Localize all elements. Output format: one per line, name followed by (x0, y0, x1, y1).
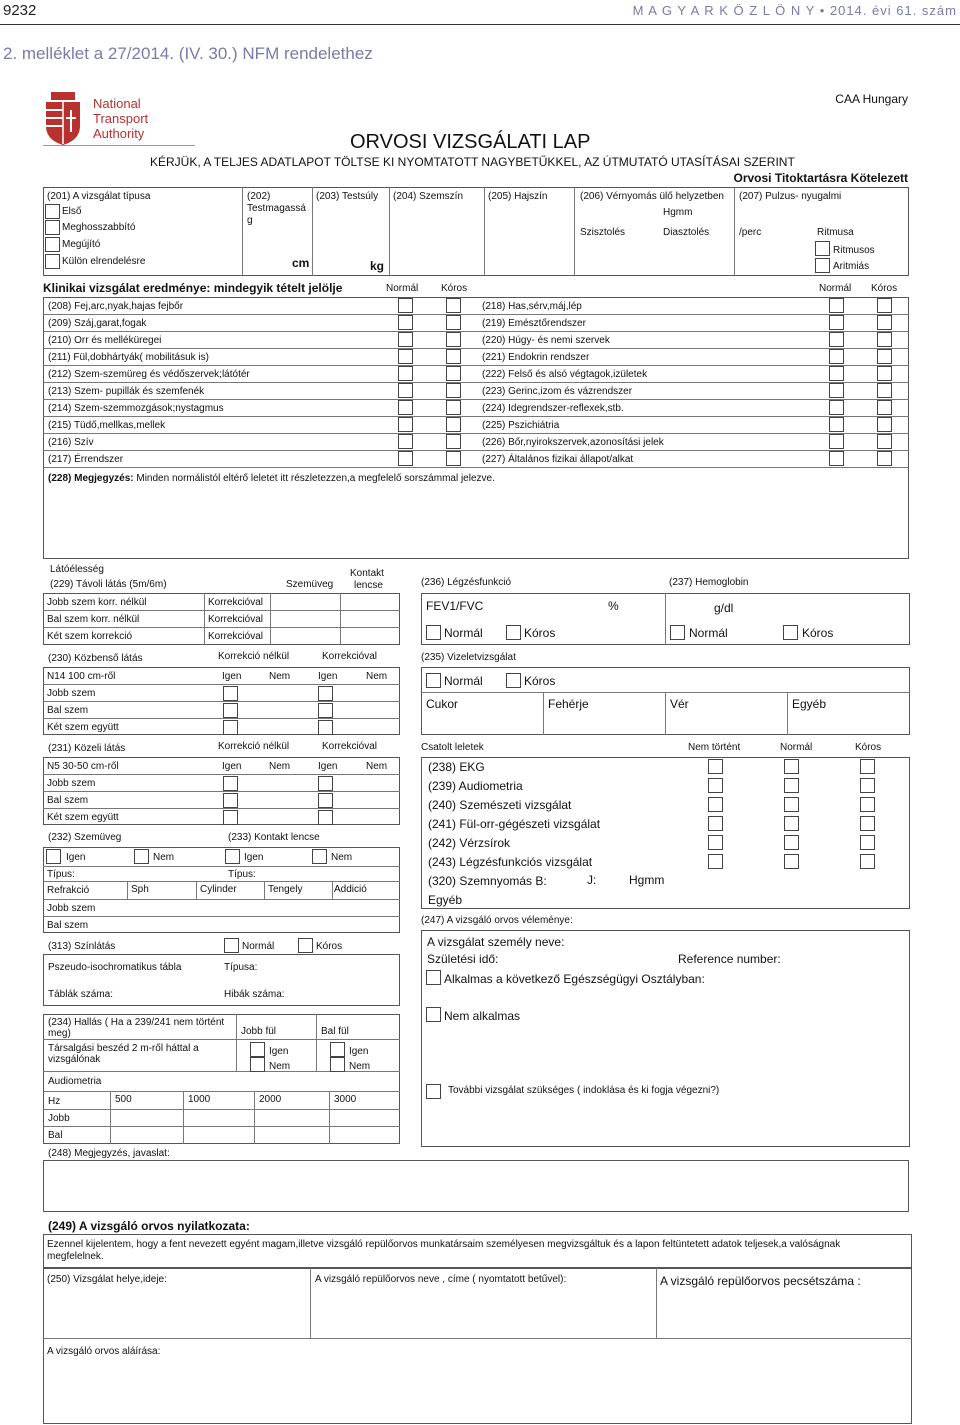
left-uncorr-label: Bal szem korr. nélkül (47, 614, 140, 625)
urine-abnormal-checkbox[interactable] (506, 673, 521, 688)
fit-checkbox[interactable] (426, 970, 441, 985)
fev-unit: % (608, 599, 619, 613)
clinical-table (43, 297, 909, 559)
urine-normal-checkbox[interactable] (426, 673, 441, 688)
left-ear-yes-checkbox[interactable] (330, 1042, 345, 1057)
no-corr-header: Korrekció nélkül (218, 651, 290, 662)
clinical-item-right: (222) Felső és alsó végtagok,izületek (482, 369, 648, 380)
attached-item-label: (238) EKG (428, 760, 485, 774)
int-both-label: Két szem együtt (47, 722, 119, 733)
exam-extend-checkbox[interactable] (45, 220, 60, 235)
refr-left-label: Bal szem (47, 920, 89, 931)
clinical-item-right: (223) Gerinc,izom és vázrendszer (482, 386, 633, 397)
int-left-corr-checkbox[interactable] (318, 703, 333, 718)
urine-normal-label: Normál (444, 674, 483, 688)
signature-label: A vizsgáló orvos aláírása: (47, 1346, 161, 1357)
declaration-text: Ezennel kijelentem, hogy a fent nevezett egyént magam,illetve vizsgáló repülőorvos munkatársaim személyesen megvizsgáltuk és a lapon feltüntetett adatok teljesek,a valóságnak (47, 1239, 841, 1250)
left-ear-no-label: Nem (349, 1061, 371, 1072)
both-corr-label: Két szem korrekció (47, 631, 133, 642)
contact-type-label: Típus: (228, 869, 256, 880)
near-both-corr-checkbox[interactable] (318, 810, 333, 825)
attached-not-done-checkbox[interactable] (708, 854, 723, 869)
near-with-corr-header: Korrekcióval (322, 741, 378, 752)
near-left-corr-checkbox[interactable] (318, 793, 333, 808)
freq-3000: 3000 (334, 1094, 357, 1105)
weight-label: (203) Testsúly (316, 191, 379, 202)
rhythm-irregular-checkbox[interactable] (815, 258, 830, 273)
clinical-item-left: (215) Tüdő,mellkas,mellek (48, 420, 166, 431)
glasses-yes-checkbox[interactable] (46, 849, 61, 864)
contact-lens-label: (233) Kontakt lencse (228, 832, 320, 843)
clinical-normal-checkbox-left[interactable] (398, 315, 413, 330)
clinical-normal-checkbox-left[interactable] (398, 298, 413, 313)
attached-not-done-checkbox[interactable] (708, 835, 723, 850)
n14-no-1: Nem (269, 671, 291, 682)
glasses-type-label: Típus: (47, 869, 75, 880)
int-both-corr-checkbox[interactable] (318, 720, 333, 735)
clinical-item-right: (227) Általános fizikai állapot/alkat (482, 454, 634, 465)
clinical-normal-header-right: Normál (819, 283, 852, 294)
near-left-label: Bal szem (47, 795, 89, 806)
contact-no-checkbox[interactable] (312, 849, 327, 864)
exam-renew-checkbox[interactable] (45, 237, 60, 252)
clinical-item-right: (226) Bőr,nyirokszervek,azonosítási jelek (482, 437, 664, 448)
color-normal-label: Normál (242, 941, 275, 952)
clinical-normal-checkbox-left[interactable] (398, 366, 413, 381)
logo-text: National Transport Authority (93, 96, 149, 141)
glasses-label: (232) Szemüveg (48, 832, 122, 843)
cyl-label: Cylinder (200, 884, 237, 895)
clinical-abnormal-checkbox-right[interactable] (877, 298, 892, 313)
attached-results-label: Csatolt leletek (421, 742, 484, 753)
examiner-name-label: A vizsgáló repülőorvos neve , címe ( nyomtatott betűvel): (315, 1274, 567, 1285)
clinical-normal-checkbox-right[interactable] (829, 417, 844, 432)
attached-abnormal-checkbox[interactable] (860, 816, 875, 831)
clinical-item-left: (213) Szem- pupillák és szemfenék (48, 386, 205, 397)
refraction-label: Refrakció (47, 885, 90, 896)
coat-of-arms-icon (43, 92, 83, 146)
clinical-item-left: (217) Érrendszer (48, 454, 124, 465)
hemo-abnormal-checkbox[interactable] (783, 625, 798, 640)
attached-abnormal-checkbox[interactable] (860, 835, 875, 850)
contact-yes-label: Igen (244, 852, 264, 863)
axis-label: Tengely (268, 884, 303, 895)
clinical-normal-checkbox-right[interactable] (829, 366, 844, 381)
attached-not-done-checkbox[interactable] (708, 778, 723, 793)
n14-no-2: Nem (366, 671, 388, 682)
attached-normal-checkbox[interactable] (784, 816, 799, 831)
attached-abnormal-checkbox[interactable] (860, 854, 875, 869)
audiometry-label: Audiometria (48, 1076, 102, 1087)
rhythm-regular-label: Ritmusos (833, 245, 875, 256)
pseudo-type-label: Típusa: (224, 962, 258, 973)
reference-label: Reference number: (678, 952, 781, 966)
clinical-item-right: (224) Idegrendszer-reflexek,stb. (482, 403, 624, 414)
height-label: (202) (247, 191, 271, 202)
clinical-normal-checkbox-left[interactable] (398, 417, 413, 432)
clinical-abnormal-header-left: Kóros (441, 283, 468, 294)
bp-unit: Hgmm (663, 207, 693, 218)
whisper-label-2: vizsgálónak (48, 1054, 101, 1065)
remarks-248-label: (248) Megjegyzés, javaslat: (48, 1148, 170, 1159)
urine-label: (235) Vizeletvizsgálat (421, 652, 516, 663)
remarks-248-field[interactable] (43, 1160, 909, 1212)
near-both-label: Két szem együtt (47, 812, 119, 823)
lung-normal-checkbox[interactable] (426, 625, 441, 640)
further-exam-checkbox[interactable] (426, 1084, 441, 1099)
clinical-heading: Klinikai vizsgálat eredménye: mindegyik tételt jelölje (43, 281, 343, 295)
hearing-label: (234) Hallás ( Ha a 239/241 nem történt (48, 1017, 225, 1028)
urine-protein-label: Fehérje (548, 697, 589, 711)
clinical-item-right: (219) Emésztőrendszer (482, 318, 586, 329)
clinical-normal-checkbox-left[interactable] (398, 400, 413, 415)
near-vision-label: (231) Közeli látás (48, 743, 126, 754)
hemo-abnormal-label: Kóros (802, 626, 834, 640)
vision-title: Látóélesség (50, 564, 104, 575)
distant-vision-label: (229) Távoli látás (5m/6m) (50, 579, 167, 590)
signature-table (43, 1268, 912, 1424)
fit-label: Alkalmas a következő Egészségügyi Osztályban: (444, 972, 705, 986)
whisper-label: Társalgási beszéd 2 m-ről háttal a (48, 1043, 199, 1054)
freq-2000: 2000 (259, 1094, 282, 1105)
lung-abnormal-label: Kóros (524, 626, 556, 640)
clinical-normal-checkbox-left[interactable] (398, 332, 413, 347)
remarks-228: (228) Megjegyzés: Minden normálistól eltérő leletet itt részletezzen,a megfelelő sorszámmal jelezve. (48, 473, 495, 484)
diastolic-label: Diasztolés (663, 227, 710, 238)
clinical-normal-header-left: Normál (386, 283, 419, 294)
contact-no-label: Nem (331, 852, 353, 863)
exam-type-label: (201) A vizsgálat típusa (47, 191, 151, 202)
clinical-abnormal-checkbox-left[interactable] (446, 315, 461, 330)
urine-other-label: Egyéb (792, 697, 827, 711)
urine-sugar-label: Cukor (426, 697, 459, 711)
clinical-abnormal-checkbox-right[interactable] (877, 400, 892, 415)
clinical-normal-checkbox-right[interactable] (829, 315, 844, 330)
right-ear-no-label: Nem (269, 1061, 291, 1072)
attached-not-done-checkbox[interactable] (708, 797, 723, 812)
clinical-abnormal-checkbox-left[interactable] (446, 451, 461, 466)
attached-abnormal-checkbox[interactable] (860, 778, 875, 793)
declaration-text-2: megfelelnek. (47, 1251, 104, 1262)
attached-item-label: (242) Vérzsírok (428, 836, 511, 850)
right-corr-label: Korrekcióval (208, 597, 264, 608)
attached-item-label: Egyéb (428, 893, 463, 907)
pulse-label: (207) Pulzus- nyugalmi (739, 191, 842, 202)
clinical-item-right: (221) Endokrin rendszer (482, 352, 590, 363)
clinical-abnormal-checkbox-left[interactable] (446, 400, 461, 415)
n14-yes-1: Igen (222, 671, 242, 682)
clinical-abnormal-checkbox-left[interactable] (446, 383, 461, 398)
opinion-label: (247) A vizsgáló orvos véleménye: (421, 915, 573, 926)
form-subtitle: KÉRJÜK, A TELJES ADATLAPOT TÖLTSE KI NYOMTATOTT NAGYBETŰKKEL, AZ ÚTMUTATÓ UTASÍTÁSAI SZERINT (150, 155, 795, 169)
examinee-name-label: A vizsgálat személy neve: (427, 935, 565, 949)
right-ear-yes-label: Igen (269, 1046, 289, 1057)
glasses-header: Szemüveg (286, 579, 334, 590)
clinical-abnormal-header-right: Kóros (871, 283, 898, 294)
clinical-abnormal-checkbox-right[interactable] (877, 451, 892, 466)
not-done-header: Nem történt (688, 742, 741, 753)
urine-abnormal-label: Kóros (524, 674, 556, 688)
clinical-item-left: (212) Szem-szemüreg és védőszervek;látótér (48, 369, 250, 380)
clinical-abnormal-checkbox-left[interactable] (446, 298, 461, 313)
clinical-abnormal-checkbox-right[interactable] (877, 383, 892, 398)
contact-header-2: lencse (354, 580, 383, 591)
lung-abnormal-checkbox[interactable] (506, 625, 521, 640)
clinical-normal-checkbox-right[interactable] (829, 332, 844, 347)
clinical-abnormal-checkbox-left[interactable] (446, 417, 461, 432)
attached-item-label: (320) Szemnyomás B: (428, 874, 547, 888)
near-both-checkbox[interactable] (223, 810, 238, 825)
int-right-checkbox[interactable] (223, 686, 238, 701)
hair-color-label: (205) Hajszín (488, 191, 548, 202)
blood-pressure-label: (206) Vérnyomás ülő helyzetben (580, 191, 724, 202)
unfit-label: Nem alkalmas (444, 1009, 521, 1023)
iop-left-label: J: (587, 873, 597, 887)
left-ear-yes-label: Igen (349, 1046, 369, 1057)
clinical-abnormal-checkbox-right[interactable] (877, 417, 892, 432)
near-right-checkbox[interactable] (223, 776, 238, 791)
lung-normal-label: Normál (444, 626, 483, 640)
lung-function-label: (236) Légzésfunkció (421, 577, 512, 588)
near-right-label: Jobb szem (47, 778, 96, 789)
tables-count-label: Táblák száma: (48, 989, 114, 1000)
clinical-normal-checkbox-right[interactable] (829, 298, 844, 313)
clinical-normal-checkbox-right[interactable] (829, 400, 844, 415)
pseudo-label: Pszeudo-isochromatikus tábla (48, 962, 182, 973)
clinical-item-right: (218) Has,sérv,máj,lép (482, 301, 582, 312)
left-ear-no-checkbox[interactable] (330, 1057, 345, 1072)
n5-no-2: Nem (366, 761, 388, 772)
clinical-normal-checkbox-left[interactable] (398, 349, 413, 364)
attached-abnormal-checkbox[interactable] (860, 797, 875, 812)
exam-renew-label: Megújító (62, 239, 101, 250)
right-uncorr-label: Jobb szem korr. nélkül (47, 597, 147, 608)
left-ear-label: Bal fül (321, 1026, 349, 1037)
clinical-item-left: (209) Száj,garat,fogak (48, 318, 147, 329)
attached-abnormal-header: Kóros (855, 742, 882, 753)
height-unit: cm (292, 256, 310, 270)
clinical-abnormal-checkbox-right[interactable] (877, 315, 892, 330)
sph-label: Sph (131, 884, 149, 895)
clinical-abnormal-checkbox-left[interactable] (446, 366, 461, 381)
left-corr-label: Korrekcióval (208, 614, 264, 625)
right-ear-label: Jobb fül (241, 1026, 277, 1037)
n5-label: N5 30-50 cm-ről (47, 761, 119, 772)
further-exam-label: További vizsgálat szükséges ( indoklása és ki fogja végezni?) (448, 1085, 720, 1096)
n5-yes-1: Igen (222, 761, 242, 772)
n5-yes-2: Igen (318, 761, 338, 772)
caa-label: CAA Hungary (835, 92, 908, 106)
clinical-normal-checkbox-left[interactable] (398, 451, 413, 466)
color-abnormal-checkbox[interactable] (298, 938, 313, 953)
right-ear-yes-checkbox[interactable] (250, 1042, 265, 1057)
hz-label: Hz (48, 1096, 61, 1107)
iop-unit: Hgmm (629, 873, 665, 887)
exam-first-checkbox[interactable] (45, 204, 60, 219)
near-no-corr-header: Korrekció nélkül (218, 741, 290, 752)
color-normal-checkbox[interactable] (224, 938, 239, 953)
audio-left-label: Bal (48, 1130, 63, 1141)
glasses-no-checkbox[interactable] (134, 849, 149, 864)
attached-item-label: (239) Audiometria (428, 779, 523, 793)
hemo-normal-checkbox[interactable] (670, 625, 685, 640)
confidential-note: Orvosi Titoktartásra Kötelezett (733, 171, 908, 185)
clinical-abnormal-checkbox-left[interactable] (446, 349, 461, 364)
near-left-checkbox[interactable] (223, 793, 238, 808)
exam-extend-label: Meghosszabbító (62, 222, 136, 233)
n5-no-1: Nem (269, 761, 291, 772)
form-title: ORVOSI VIZSGÁLATI LAP (350, 131, 591, 153)
attached-item-label: (243) Légzésfunkciós vizsgálat (428, 855, 593, 869)
right-ear-no-checkbox[interactable] (250, 1057, 265, 1072)
int-both-checkbox[interactable] (223, 720, 238, 735)
contact-header-1: Kontakt (350, 568, 384, 579)
page-number: 9232 (3, 2, 37, 19)
exam-place-label: (250) Vizsgálat helye,ideje: (47, 1274, 167, 1285)
hemo-unit: g/dl (714, 601, 734, 615)
clinical-abnormal-checkbox-left[interactable] (446, 434, 461, 449)
exam-special-label: Külön elrendelésre (62, 256, 146, 267)
attached-normal-checkbox[interactable] (784, 797, 799, 812)
declaration-heading: (249) A vizsgáló orvos nyilatkozata: (48, 1219, 250, 1233)
attached-normal-checkbox[interactable] (784, 835, 799, 850)
glasses-yes-label: Igen (66, 852, 86, 863)
urine-blood-label: Vér (670, 697, 689, 711)
height-label-2: Testmagassá (247, 203, 306, 214)
clinical-normal-checkbox-right[interactable] (829, 383, 844, 398)
fev-label: FEV1/FVC (426, 599, 484, 613)
attached-normal-checkbox[interactable] (784, 778, 799, 793)
clinical-abnormal-checkbox-right[interactable] (877, 349, 892, 364)
height-label-3: g (247, 215, 253, 226)
exam-special-checkbox[interactable] (45, 254, 60, 269)
int-left-label: Bal szem (47, 705, 89, 716)
add-label: Addició (334, 884, 367, 895)
n14-yes-2: Igen (318, 671, 338, 682)
stamp-number-label: A vizsgáló repülőorvos pecsétszáma : (660, 1274, 861, 1288)
attached-normal-checkbox[interactable] (784, 854, 799, 869)
rhythm-regular-checkbox[interactable] (815, 241, 830, 256)
attached-not-done-checkbox[interactable] (708, 816, 723, 831)
int-right-label: Jobb szem (47, 688, 96, 699)
clinical-normal-checkbox-right[interactable] (829, 451, 844, 466)
clinical-normal-checkbox-right[interactable] (829, 349, 844, 364)
clinical-item-left: (214) Szem-szemmozgások;nystagmus (48, 403, 224, 414)
clinical-item-left: (211) Fül,dobhártyák( mobilitásuk is) (48, 352, 209, 363)
attached-item-label: (241) Fül-orr-gégészeti vizsgálat (428, 817, 601, 831)
freq-1000: 1000 (188, 1094, 211, 1105)
glasses-no-label: Nem (153, 852, 175, 863)
rhythm-irregular-label: Aritmiás (833, 261, 870, 272)
freq-500: 500 (115, 1094, 132, 1105)
clinical-abnormal-checkbox-right[interactable] (877, 332, 892, 347)
clinical-normal-checkbox-right[interactable] (829, 434, 844, 449)
rhythm-label: Ritmusa (817, 227, 854, 238)
clinical-normal-checkbox-left[interactable] (398, 383, 413, 398)
color-abnormal-label: Kóros (316, 941, 343, 952)
with-corr-header: Korrekcióval (322, 651, 378, 662)
color-vision-label: (313) Színlátás (48, 941, 116, 952)
clinical-item-right: (225) Pszichiátria (482, 420, 560, 431)
clinical-item-right: (220) Húgy- és nemi szervek (482, 335, 610, 346)
attached-item-label: (240) Szemészeti vizsgálat (428, 798, 572, 812)
errors-count-label: Hibák száma: (224, 989, 285, 1000)
hemoglobin-label: (237) Hemoglobin (669, 577, 749, 588)
attached-normal-checkbox[interactable] (784, 759, 799, 774)
annex-title: 2. melléklet a 27/2014. (IV. 30.) NFM rendelethez (3, 44, 373, 63)
clinical-item-left: (210) Orr és melléküregei (48, 335, 162, 346)
audio-right-label: Jobb (48, 1113, 70, 1124)
clinical-abnormal-checkbox-right[interactable] (877, 434, 892, 449)
intermediate-vision-label: (230) Közbenső látás (48, 653, 143, 664)
systolic-label: Szisztolés (580, 227, 626, 238)
clinical-abnormal-checkbox-right[interactable] (877, 366, 892, 381)
pulse-unit: /perc (739, 227, 762, 238)
attached-not-done-checkbox[interactable] (708, 759, 723, 774)
int-left-checkbox[interactable] (223, 703, 238, 718)
eye-color-label: (204) Szemszín (393, 191, 464, 202)
journal-title: M A G Y A R K Ö Z L Ö N Y • 2014. évi 61. szám (632, 3, 957, 18)
hearing-label-2: meg) (48, 1028, 71, 1039)
hemo-normal-label: Normál (689, 626, 728, 640)
dob-label: Születési idő: (427, 952, 499, 966)
exam-first-label: Első (62, 206, 82, 217)
clinical-item-left: (208) Fej,arc,nyak,hajas fejbőr (48, 301, 184, 312)
contact-yes-checkbox[interactable] (225, 849, 240, 864)
near-right-corr-checkbox[interactable] (318, 776, 333, 791)
attached-abnormal-checkbox[interactable] (860, 759, 875, 774)
clinical-abnormal-checkbox-left[interactable] (446, 332, 461, 347)
clinical-item-left: (216) Szív (48, 437, 94, 448)
attached-normal-header: Normál (780, 742, 813, 753)
unfit-checkbox[interactable] (426, 1007, 441, 1022)
int-right-corr-checkbox[interactable] (318, 686, 333, 701)
both-corr-value-label: Korrekcióval (208, 631, 264, 642)
clinical-normal-checkbox-left[interactable] (398, 434, 413, 449)
refr-right-label: Jobb szem (47, 903, 96, 914)
weight-unit: kg (370, 259, 385, 273)
n14-label: N14 100 cm-ről (47, 671, 116, 682)
